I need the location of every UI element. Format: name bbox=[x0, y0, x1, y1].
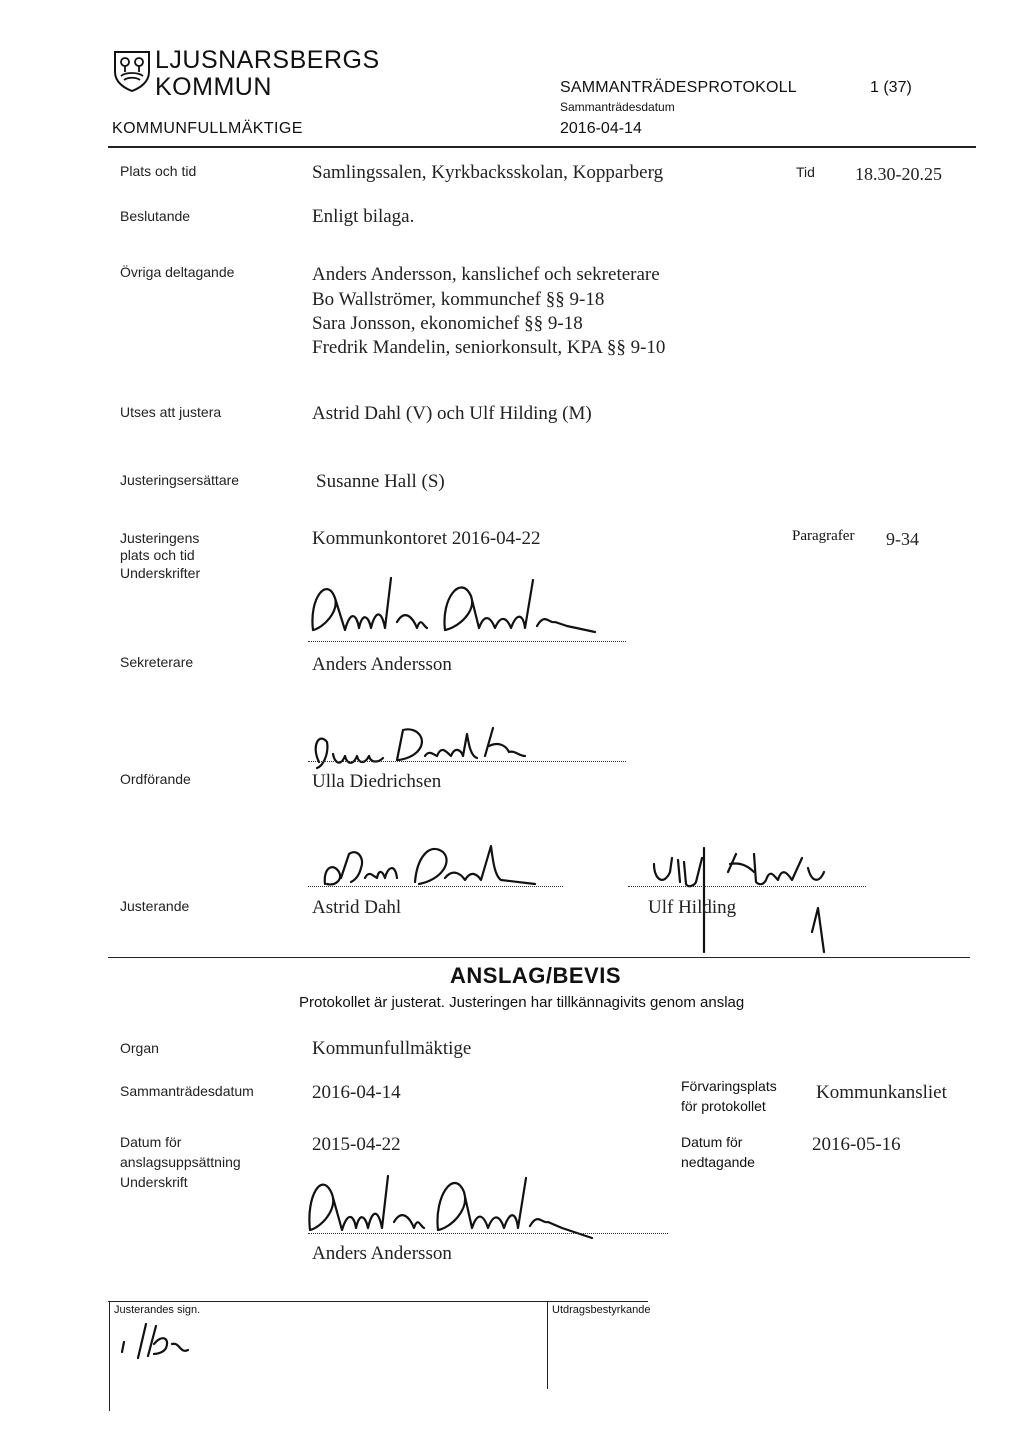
org-name-line1: LJUSNARSBERGS bbox=[155, 46, 380, 74]
removal-value: 2016-05-16 bbox=[812, 1134, 901, 1155]
place-value: Samlingssalen, Kyrkbacksskolan, Kopparberg bbox=[312, 162, 664, 183]
secretary-name: Anders Andersson bbox=[312, 654, 452, 675]
notice-title: ANSLAG/BEVIS bbox=[450, 963, 622, 988]
secretary-label: Sekreterare bbox=[120, 654, 194, 670]
footer-left-border bbox=[109, 1301, 110, 1411]
secretary-dots bbox=[308, 640, 626, 642]
storage-label-2: för protokollet bbox=[681, 1098, 766, 1114]
header-divider bbox=[108, 146, 976, 148]
chair-dots bbox=[308, 760, 626, 762]
posting-value: 2015-04-22 bbox=[312, 1134, 401, 1155]
chair-label: Ordförande bbox=[120, 771, 191, 787]
header-date-label: Sammanträdesdatum bbox=[560, 100, 675, 114]
notice-signature-dots bbox=[308, 1232, 668, 1234]
adjuster-label: Justerande bbox=[120, 898, 190, 914]
municipal-logo-icon bbox=[112, 50, 152, 97]
header-date-value: 2016-04-14 bbox=[560, 120, 642, 137]
meeting-date-label: Sammanträdesdatum bbox=[120, 1083, 254, 1099]
removal-label-1: Datum för bbox=[681, 1134, 743, 1150]
paragraphs-value: 9-34 bbox=[886, 529, 919, 549]
others-item: Anders Andersson, kanslichef och sekreterare bbox=[312, 264, 660, 285]
notice-signature bbox=[302, 1160, 602, 1256]
notice-subtitle: Protokollet är justerat. Justeringen har tillkännagivits genom anslag bbox=[299, 994, 745, 1011]
adjuster2-signature bbox=[624, 828, 874, 956]
adjusters-initials-signature bbox=[116, 1318, 206, 1364]
footer-column-separator bbox=[547, 1301, 548, 1389]
organ-value: Kommunfullmäktige bbox=[312, 1038, 472, 1059]
notice-divider bbox=[108, 957, 970, 958]
notice-signature-name: Anders Andersson bbox=[312, 1243, 452, 1264]
adjuster2-dots bbox=[628, 885, 866, 887]
adjusters-sign-label: Justerandes sign. bbox=[114, 1304, 201, 1316]
adjuster1-signature bbox=[305, 828, 575, 900]
others-label: Övriga deltagande bbox=[120, 264, 235, 280]
chair-name: Ulla Diedrichsen bbox=[312, 771, 442, 792]
adjuster1-name: Astrid Dahl bbox=[312, 897, 402, 918]
place-label: Plats och tid bbox=[120, 163, 197, 179]
decision-label: Beslutande bbox=[120, 208, 191, 224]
others-item: Sara Jonsson, ekonomichef §§ 9-18 bbox=[312, 313, 583, 334]
others-item: Fredrik Mandelin, seniorkonsult, KPA §§ 9-10 bbox=[312, 337, 666, 358]
time-value: 18.30-20.25 bbox=[855, 164, 942, 184]
signatures-label: Underskrifter bbox=[120, 565, 201, 581]
body-name: KOMMUNFULLMÄKTIGE bbox=[112, 120, 303, 137]
page-number: 1 (37) bbox=[870, 79, 912, 96]
adjustment-place-label-2: plats och tid bbox=[120, 547, 195, 563]
adjusters-value: Astrid Dahl (V) och Ulf Hilding (M) bbox=[312, 403, 592, 424]
paragraphs-label: Paragrafer bbox=[792, 528, 855, 544]
footer-divider bbox=[108, 1301, 648, 1302]
substitute-label: Justeringsersättare bbox=[120, 472, 240, 488]
substitute-value: Susanne Hall (S) bbox=[316, 471, 445, 492]
storage-value: Kommunkansliet bbox=[816, 1082, 947, 1103]
removal-label-2: nedtagande bbox=[681, 1154, 755, 1170]
adjusters-label: Utses att justera bbox=[120, 404, 222, 420]
decision-value: Enligt bilaga. bbox=[312, 206, 415, 227]
storage-label-1: Förvaringsplats bbox=[681, 1078, 777, 1094]
time-label: Tid bbox=[796, 164, 815, 180]
adjuster1-dots bbox=[308, 885, 563, 887]
adjuster2-name: Ulf Hilding bbox=[648, 897, 737, 918]
posting-label-1: Datum för bbox=[120, 1134, 182, 1150]
meeting-date-value: 2016-04-14 bbox=[312, 1082, 401, 1103]
others-item: Bo Wallströmer, kommunchef §§ 9-18 bbox=[312, 289, 605, 310]
org-name-line2: KOMMUN bbox=[155, 73, 272, 101]
organ-label: Organ bbox=[120, 1040, 159, 1056]
extract-certifier-label: Utdragsbestyrkande bbox=[552, 1304, 651, 1316]
posting-label-2: anslagsuppsättning bbox=[120, 1154, 241, 1170]
document-type: SAMMANTRÄDESPROTOKOLL bbox=[560, 79, 797, 96]
adjustment-place-label-1: Justeringens bbox=[120, 530, 200, 546]
notice-signature-label: Underskrift bbox=[120, 1174, 188, 1190]
adjustment-place-value: Kommunkontoret 2016-04-22 bbox=[312, 528, 541, 549]
